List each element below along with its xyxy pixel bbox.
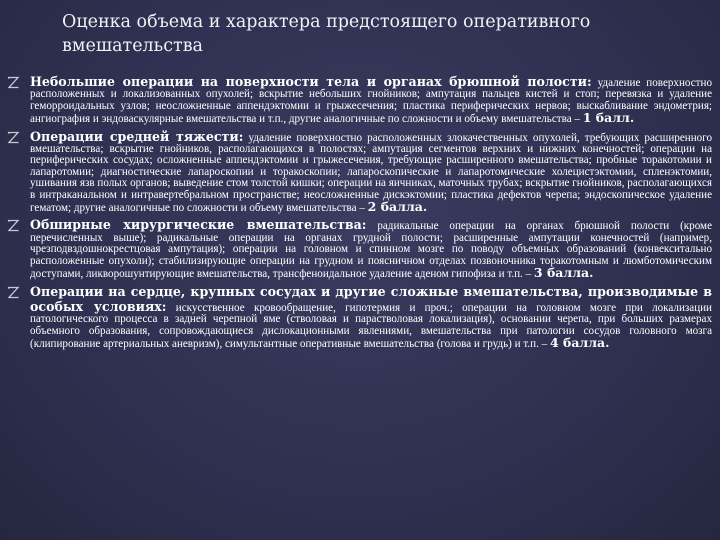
list-item [4,129,712,215]
item-lead: Операции на сердце, крупных сосудах и другие сложные вмешательства, производимые в особых условиях: [30,283,712,314]
item-score: 4 балла. [549,335,610,351]
z-shaped-bullet-icon [7,286,20,299]
bullet-list [4,74,712,351]
item-lead: Операции средней тяжести: [30,128,244,144]
slide-title: Оценка объема и характера предстоящего оперативного вмешательства [62,12,591,56]
item-text: удаление поверхностно расположенных и локализованных опухолей; вскрытие небольших гнойников; ампутация пальцев кистей и стоп; перевязка и удаление геморроидальных узлов; неосложненные аппендэктомии и грыжесечения; пластика периферических нервов; выскабливание эндометрия; ангиография и эндоваскулярные вмешательства и т.п., другие аналогичные по сложности и объему вмешательства – [30,77,712,126]
item-score: 2 балла. [367,199,428,215]
item-score: 3 балла. [533,265,594,281]
item-text: удаление поверхностно расположенных злокачественных опухолей, требующих расширенного вмешательства; вскрытие гнойников, располагающихся в полостях; ампутация сегментов верхних и нижних конечностей; операции на периферических сосудах; осложненные аппендэктомии и грыжесечения, требующие расширенного вмешательства; пробные торакотомии и лапаротомии; диагностические лапароскопии и торакоскопии; лапароскопические и лапаротомические холецистэктомии, спленэктомии, ушивания язв полых органов; выведение стом толстой кишки; операции на яичниках, маточных трубах; вскрытие гнойников, располагающихся в интраканальном и интравертебральном пространстве; неосложненные дискэктомии; пластика дефектов черепа; эндоскопическое удаление гематом; другие аналогичные по сложности и объему вмешательства – [30,131,712,215]
list-item [4,284,712,351]
z-shaped-bullet-icon [7,76,20,89]
list-item [4,74,712,126]
item-text: радикальные операции на органах брюшной полости (кроме перечисленных выше); радикальные операции на органах грудной полости; расширенные ампутации конечностей (например, чрезподвздошнокрестцовая ампутация); операции на головном и спинном мозге по поводу объемных образований (конвекситально расположенные опухоли); стабилизирующие операции на грудном и поясничном отделах позвоночника торакотомным и люмботомическим доступами, ликворошунтирующие вмешательства, трансфеноидальное удаление аденом гипофиза и т.п. – [30,220,713,281]
z-shaped-bullet-icon [7,131,20,144]
item-text: искусственное кровообращение, гипотермия и проч.; операции на головном мозге при локализации патологического процесса в задней черепной яме (стволовая и парастволовая локализация), основании черепа, при больших размерах объемного образования, сопровождающиеся дислокационными явлениями, вмешательства при патологии сосудов головного мозга (клипирование артериальных аневризм), симультантные оперативные вмешательства (голова и грудь) и т.п. – [30,301,712,351]
item-score: 1 балл. [582,110,635,126]
list-item [4,217,712,280]
item-lead: Обширные хирургические вмешательства: [30,217,367,233]
item-lead: Небольшие операции на поверхности тела и органах брюшной полости: [30,74,592,89]
z-shaped-bullet-icon [7,219,20,232]
